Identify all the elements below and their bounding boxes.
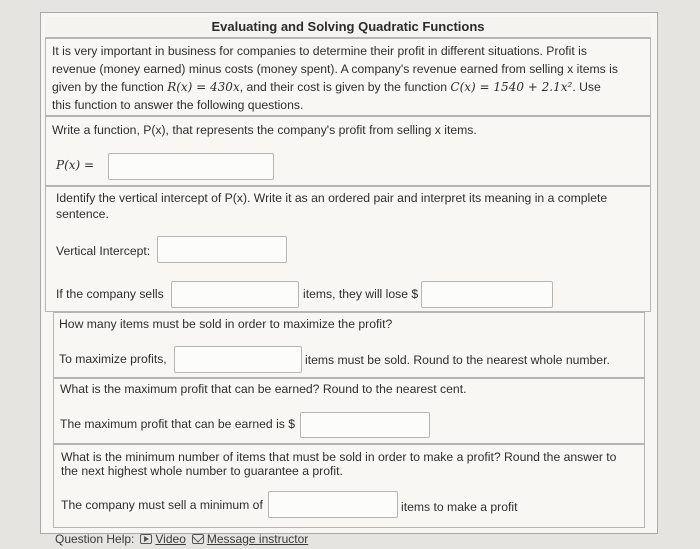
vertical-intercept-label: Vertical Intercept: <box>56 244 151 258</box>
maximize-label: To maximize profits, <box>59 352 167 366</box>
mail-icon <box>192 534 204 544</box>
cost-function: C(x) = 1540 + 2.1x² <box>450 80 573 94</box>
question-2-prompt-line-1: Identify the vertical intercept of P(x). Write it as an ordered pair and interpret its meaning in a complete <box>56 191 608 205</box>
video-link-label: Video <box>155 532 186 546</box>
question-1-prompt: Write a function, P(x), that represents the company's profit from selling x items. <box>52 123 477 137</box>
intro-line-3: given by the function R(x) = 430x, and their cost is given by the function C(x) = 1540 + 2.1x². Use <box>52 80 601 94</box>
question-4-box <box>53 378 645 444</box>
lose-label: items, they will lose $ <box>303 287 419 301</box>
intro-box <box>45 38 651 116</box>
question-help <box>55 532 308 546</box>
question-5-prompt-line-1: What is the minimum number of items that must be sold in order to make a profit? Round the answer to <box>61 450 617 464</box>
minimum-items-input[interactable] <box>268 491 398 518</box>
video-link[interactable] <box>140 532 185 546</box>
question-2-prompt-line-2: sentence. <box>56 207 109 221</box>
max-profit-label: The maximum profit that can be earned is $ <box>60 417 296 431</box>
intro-line-4: this function to answer the following questions. <box>52 98 304 112</box>
message-instructor-link[interactable] <box>192 532 308 546</box>
items-to-maximize-input[interactable] <box>174 346 302 373</box>
question-5-box <box>53 444 645 528</box>
profit-function-label: P(x) = <box>56 158 95 172</box>
revenue-function: R(x) = 430x <box>167 80 240 94</box>
question-4-prompt: What is the maximum profit that can be earned? Round to the nearest cent. <box>60 382 467 396</box>
intro-line-2: revenue (money earned) minus costs (money spent). A company's revenue earned from selling x items is <box>52 62 618 76</box>
video-icon <box>140 534 152 544</box>
vertical-intercept-input[interactable] <box>157 236 287 263</box>
minimum-items-suffix: items to make a profit <box>401 500 518 514</box>
page-title: Evaluating and Solving Quadratic Functions <box>45 17 651 38</box>
question-help-label: Question Help: <box>55 532 135 546</box>
question-2-box <box>45 186 651 312</box>
loss-amount-input[interactable] <box>421 281 553 308</box>
items-sold-input[interactable] <box>171 281 299 308</box>
intro-line-1: It is very important in business for companies to determine their profit in different situations. Profit is <box>52 44 587 58</box>
sells-label: If the company sells <box>56 287 164 301</box>
max-profit-input[interactable] <box>300 412 430 438</box>
profit-function-input[interactable] <box>108 153 274 180</box>
question-3-prompt: How many items must be sold in order to maximize the profit? <box>59 317 393 331</box>
minimum-items-label: The company must sell a minimum of <box>61 498 263 512</box>
message-instructor-label: Message instructor <box>206 532 309 546</box>
maximize-instruction: items must be sold. Round to the nearest whole number. <box>305 353 610 367</box>
question-3-box <box>53 312 645 378</box>
question-5-prompt-line-2: the next highest whole number to guarantee a profit. <box>61 464 343 478</box>
question-1-box <box>45 116 651 186</box>
